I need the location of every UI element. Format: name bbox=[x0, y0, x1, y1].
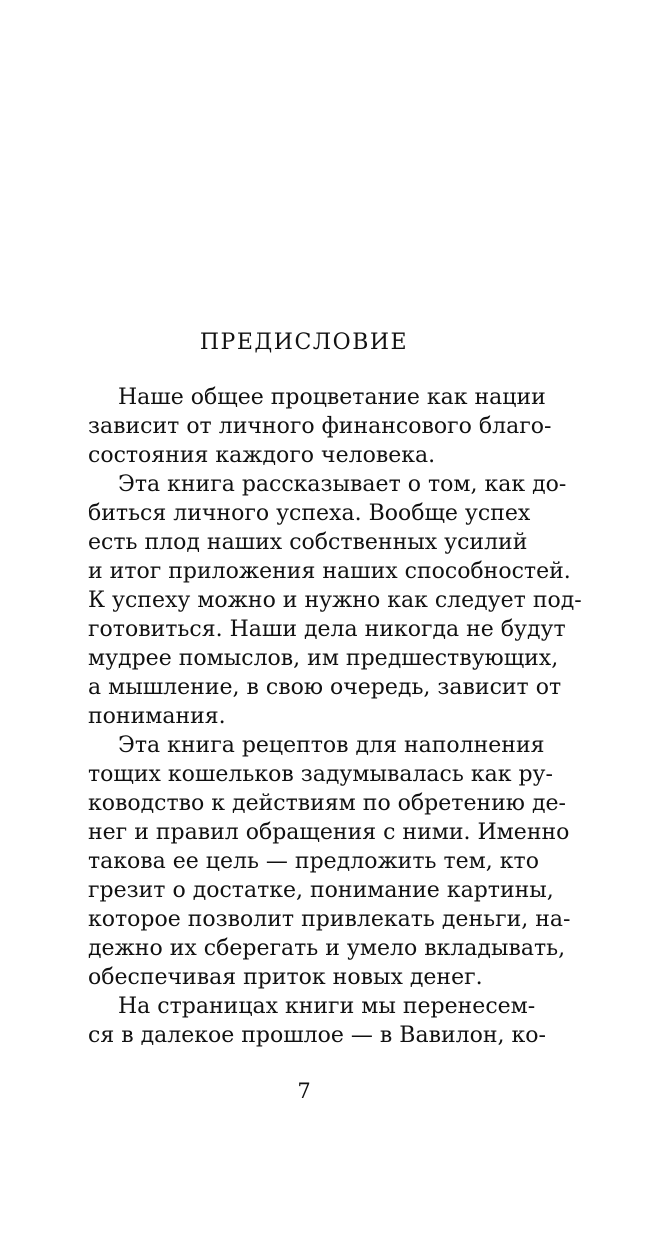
text-line: Эта книга рассказывает о том, как до- bbox=[118, 472, 567, 497]
text-line: грезит о достатке, понимание картины, bbox=[88, 878, 554, 903]
text-line: ся в далекое прошлое — в Вавилон, ко- bbox=[88, 1023, 546, 1048]
text-line: готовиться. Наши дела никогда не будут bbox=[88, 617, 566, 642]
text-line: К успеху можно и нужно как следует под- bbox=[88, 588, 582, 613]
text-line: нег и правил обращения с ними. Именно bbox=[88, 820, 570, 845]
text-line: Наше общее процветание как нации bbox=[118, 385, 546, 410]
text-line: понимания. bbox=[88, 704, 226, 729]
text-line: обеспечивая приток новых денег. bbox=[88, 965, 483, 990]
text-line: На страницах книги мы перенесем- bbox=[118, 994, 536, 1019]
body-text bbox=[88, 383, 582, 1050]
paragraph bbox=[88, 470, 582, 731]
paragraph bbox=[88, 992, 546, 1050]
text-line: зависит от личного финансового благо- bbox=[88, 414, 552, 439]
text-line: и итог приложения наших способностей. bbox=[88, 559, 571, 584]
text-line: ководство к действиям по обретению де- bbox=[88, 791, 566, 816]
text-line: мудрее помыслов, им предшествующих, bbox=[88, 646, 559, 671]
text-line: которое позволит привлекать деньги, на- bbox=[88, 907, 571, 932]
paragraph bbox=[88, 383, 552, 470]
paragraph bbox=[88, 731, 571, 992]
page-title: ПРЕДИСЛОВИЕ bbox=[199, 330, 409, 355]
text-line: состояния каждого человека. bbox=[88, 443, 436, 468]
text-line: биться личного успеха. Вообще успех bbox=[88, 501, 531, 526]
text-line: Эта книга рецептов для наполнения bbox=[118, 733, 545, 758]
text-line: тощих кошельков задумывалась как ру- bbox=[88, 762, 553, 787]
text-line: есть плод наших собственных усилий bbox=[88, 530, 528, 555]
text-line: такова ее цель — предложить тем, кто bbox=[88, 849, 539, 874]
text-line: а мышление, в свою очередь, зависит от bbox=[88, 675, 562, 700]
page-number: 7 bbox=[297, 1079, 311, 1103]
text-line: дежно их сберегать и умело вкладывать, bbox=[88, 936, 566, 961]
